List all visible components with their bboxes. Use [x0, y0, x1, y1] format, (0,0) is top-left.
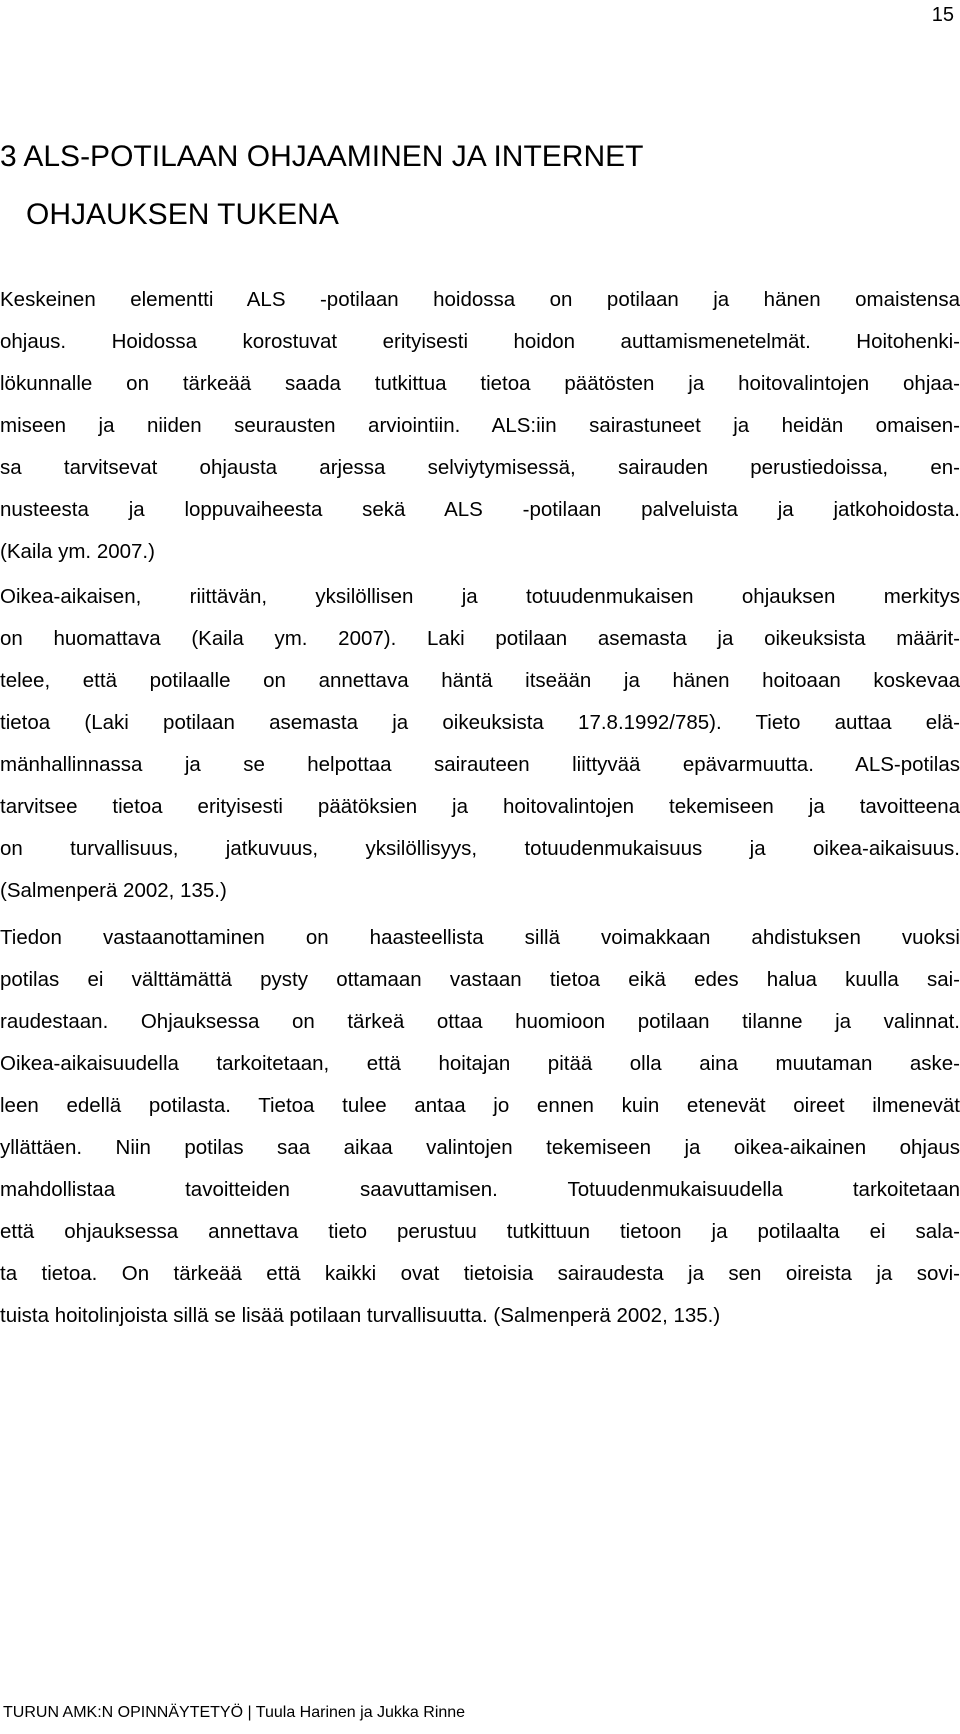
- text-line: telee, että potilaalle on annettava häntä itseään ja hänen hoitoaan koskevaa: [0, 669, 960, 692]
- text-line: Oikea-aikaisuudella tarkoitetaan, että hoitajan pitää olla aina muutaman aske-: [0, 1052, 960, 1075]
- text-line: miseen ja niiden seurausten arviointiin. ALS:iin sairastuneet ja heidän omaisen-: [0, 414, 960, 437]
- text-line: tarvitsee tietoa erityisesti päätöksien ja hoitovalintojen tekemiseen ja tavoitteena: [0, 795, 960, 818]
- text-line: lökunnalle on tärkeää saada tutkittua tietoa päätösten ja hoitovalintojen ohjaa-: [0, 372, 960, 395]
- text-line: raudestaan. Ohjauksessa on tärkeä ottaa huomioon potilaan tilanne ja valinnat.: [0, 1010, 960, 1033]
- text-line: että ohjauksessa annettava tieto perustuu tutkittuun tietoon ja potilaalta ei sala-: [0, 1220, 960, 1243]
- text-line: Keskeinen elementti ALS -potilaan hoidossa on potilaan ja hänen omaistensa: [0, 288, 960, 311]
- page-footer: TURUN AMK:N OPINNÄYTETYÖ | Tuula Harinen ja Jukka Rinne: [3, 1704, 466, 1721]
- section-heading: [0, 128, 643, 244]
- text-line: mänhallinnassa ja se helpottaa sairauteen liittyvää epävarmuutta. ALS-potilas: [0, 753, 960, 776]
- section-heading-line-2: OHJAUKSEN TUKENA: [26, 198, 339, 231]
- page-number: 15: [931, 4, 954, 26]
- text-line: sa tarvitsevat ohjausta arjessa selviytymisessä, sairauden perustiedoissa, en-: [0, 456, 960, 479]
- text-line: ta tietoa. On tärkeää että kaikki ovat tietoisia sairaudesta ja sen oireista ja sovi-: [0, 1262, 960, 1285]
- text-line: leen edellä potilasta. Tietoa tulee antaa jo ennen kuin etenevät oireet ilmenevät: [0, 1094, 960, 1117]
- paragraph-3: [0, 917, 960, 1337]
- text-line: (Kaila ym. 2007.): [0, 540, 155, 563]
- paragraph-2: [0, 576, 960, 912]
- text-line: nusteesta ja loppuvaiheesta sekä ALS -potilaan palveluista ja jatkohoidosta.: [0, 498, 960, 521]
- text-line: potilas ei välttämättä pysty ottamaan vastaan tietoa eikä edes halua kuulla sai-: [0, 968, 960, 991]
- text-line: (Salmenperä 2002, 135.): [0, 879, 227, 902]
- text-line: ohjaus. Hoidossa korostuvat erityisesti hoidon auttamismenetelmät. Hoitohenki-: [0, 330, 960, 353]
- text-line: tuista hoitolinjoista sillä se lisää potilaan turvallisuutta. (Salmenperä 2002, 135.): [0, 1304, 721, 1327]
- text-line: mahdollistaa tavoitteiden saavuttamisen. Totuudenmukaisuudella tarkoitetaan: [0, 1178, 960, 1201]
- text-line: on huomattava (Kaila ym. 2007). Laki potilaan asemasta ja oikeuksista määrit-: [0, 627, 960, 650]
- text-line: tietoa (Laki potilaan asemasta ja oikeuksista 17.8.1992/785). Tieto auttaa elä-: [0, 711, 960, 734]
- section-heading-line-1: 3 ALS-POTILAAN OHJAAMINEN JA INTERNET: [0, 140, 644, 173]
- text-line: yllättäen. Niin potilas saa aikaa valintojen tekemiseen ja oikea-aikainen ohjaus: [0, 1136, 960, 1159]
- text-line: on turvallisuus, jatkuvuus, yksilöllisyys, totuudenmukaisuus ja oikea-aikaisuus.: [0, 837, 960, 860]
- paragraph-1: [0, 279, 960, 573]
- text-line: Oikea-aikaisen, riittävän, yksilöllisen ja totuudenmukaisen ohjauksen merkitys: [0, 585, 960, 608]
- text-line: Tiedon vastaanottaminen on haasteellista sillä voimakkaan ahdistuksen vuoksi: [0, 926, 960, 949]
